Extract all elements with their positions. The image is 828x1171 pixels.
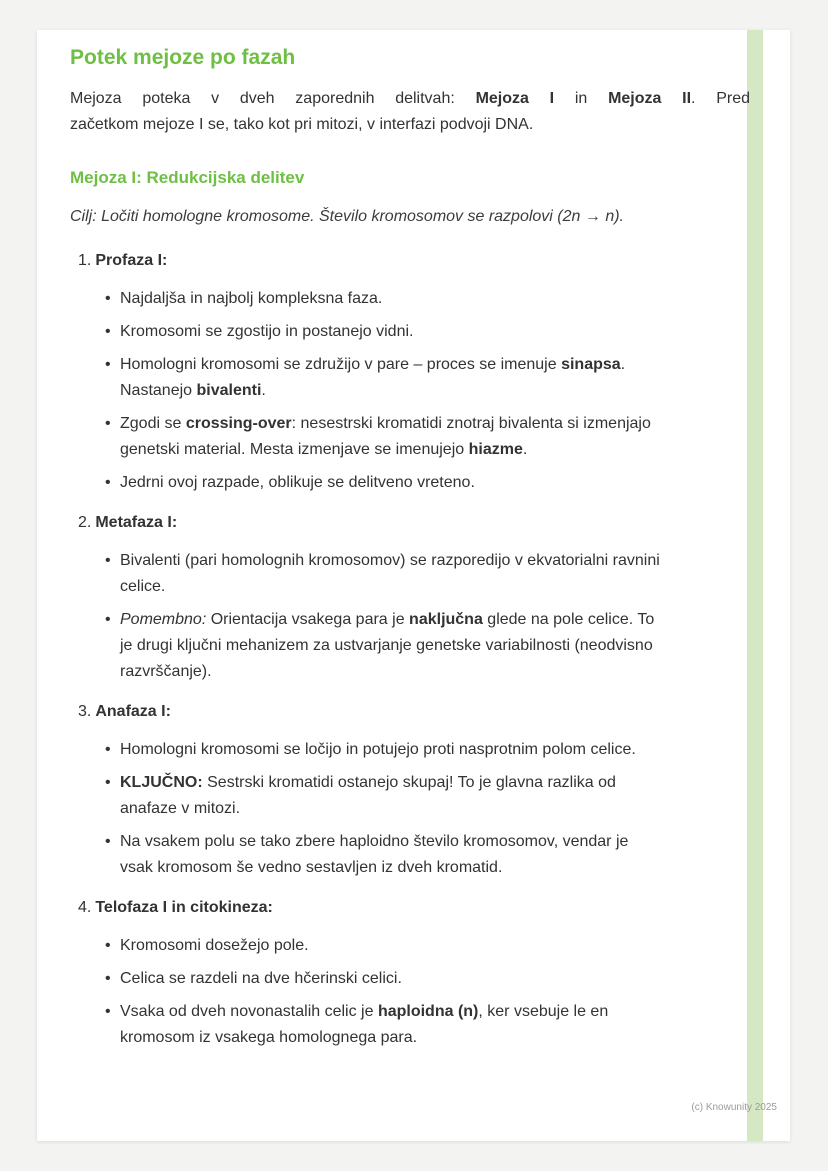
bullet-list: [70, 737, 750, 881]
section-title: Mejoza I: Redukcijska delitev: [70, 168, 305, 187]
phase-number: 2.: [78, 514, 92, 531]
phase-title: [70, 510, 750, 536]
intro-line: začetkom mejoze I se, tako kot pri mitozi, v interfazi podvoji DNA.: [70, 116, 534, 133]
bullet-text: Bivalenti (pari homolognih kromosomov) se razporedijo v ekvatorialni ravnini celice.: [120, 552, 660, 595]
bullet-icon: •: [105, 290, 111, 307]
phase-number: 4.: [78, 899, 92, 916]
bullet-item: [105, 966, 750, 992]
bullet-text: Vsaka od dveh novonastalih celic je haploidna (n), ker vsebuje le en kromosom iz vsakega homolognega para.: [120, 1003, 609, 1046]
phase-name: Anafaza I:: [95, 703, 171, 720]
bullet-text: Na vsakem polu se tako zbere haploidno število kromosomov, vendar je vsak kromosom še vedno sestavljen iz dveh kromatid.: [120, 833, 629, 876]
bullet-item: [105, 286, 750, 312]
page-title: Potek mejoze po fazah: [70, 46, 296, 69]
bullet-icon: •: [105, 356, 111, 373]
phase-item: [70, 699, 750, 881]
bullet-text: Kromosomi dosežejo pole.: [120, 937, 309, 954]
phase-number: 1.: [78, 252, 92, 269]
intro-paragraph: [70, 86, 750, 138]
bullet-icon: •: [105, 970, 111, 987]
bullet-text: Homologni kromosomi se ločijo in potujejo proti nasprotnim polom celice.: [120, 741, 636, 758]
bullet-icon: •: [105, 474, 111, 491]
bullet-item: [105, 770, 750, 822]
phase-name: Telofaza I in citokineza:: [95, 899, 273, 916]
bullet-item: [105, 933, 750, 959]
bullet-text: Celica se razdeli na dve hčerinski celici.: [120, 970, 402, 987]
bullet-item: [105, 548, 750, 600]
bullet-icon: •: [105, 774, 111, 791]
bullet-text: Najdaljša in najbolj kompleksna faza.: [120, 290, 383, 307]
document-page: [37, 30, 790, 1141]
section-goal: Cilj: Ločiti homologne kromosome. Število kromosomov se razpolovi (2n → n).: [70, 208, 624, 225]
bullet-item: [105, 829, 750, 881]
document-content: [37, 30, 790, 1051]
bullet-list: [70, 548, 750, 685]
bullet-item: [105, 352, 750, 404]
bullet-item: [105, 470, 750, 496]
bullet-icon: •: [105, 937, 111, 954]
bullet-item: [105, 999, 750, 1051]
phase-title: [70, 699, 750, 725]
bullet-item: [105, 319, 750, 345]
phase-name: Profaza I:: [95, 252, 168, 269]
bullet-item: [105, 411, 750, 463]
phase-list: [70, 248, 750, 1051]
bullet-list: [70, 933, 750, 1051]
phase-title: [70, 895, 750, 921]
bullet-text: Jedrni ovoj razpade, oblikuje se delitveno vreteno.: [120, 474, 475, 491]
phase-title: [70, 248, 750, 274]
bullet-item: [105, 607, 750, 685]
bullet-icon: •: [105, 323, 111, 340]
bullet-icon: •: [105, 552, 111, 569]
phase-item: [70, 895, 750, 1051]
bullet-list: [70, 286, 750, 496]
phase-number: 3.: [78, 703, 92, 720]
bullet-icon: •: [105, 611, 111, 628]
bullet-text: Pomembno: Orientacija vsakega para je naključna glede na pole celice. To je drugi ključni mehanizem za ustvarjanje genetske variabilnosti (neodvisno razvrščanje).: [120, 611, 655, 680]
intro-line: Mejoza poteka v dveh zaporednih delitvah: Mejoza I in Mejoza II. Pred: [70, 90, 751, 107]
bullet-text: KLJUČNO: Sestrski kromatidi ostanejo skupaj! To je glavna razlika od anafaze v mitozi.: [120, 774, 616, 817]
copyright-text: (c) Knowunity 2025: [691, 1102, 777, 1113]
bullet-item: [105, 737, 750, 763]
bullet-text: Homologni kromosomi se združijo v pare – proces se imenuje sinapsa. Nastanejo bivalenti.: [120, 356, 626, 399]
bullet-icon: •: [105, 415, 111, 432]
phase-name: Metafaza I:: [95, 514, 178, 531]
bullet-icon: •: [105, 741, 111, 758]
bullet-text: Kromosomi se zgostijo in postanejo vidni.: [120, 323, 414, 340]
phase-item: [70, 510, 750, 685]
bullet-icon: •: [105, 1003, 111, 1020]
phase-item: [70, 248, 750, 496]
bullet-text: Zgodi se crossing-over: nesestrski kromatidi znotraj bivalenta si izmenjajo genetski material. Mesta izmenjave se imenujejo hiazme.: [120, 415, 651, 458]
bullet-icon: •: [105, 833, 111, 850]
